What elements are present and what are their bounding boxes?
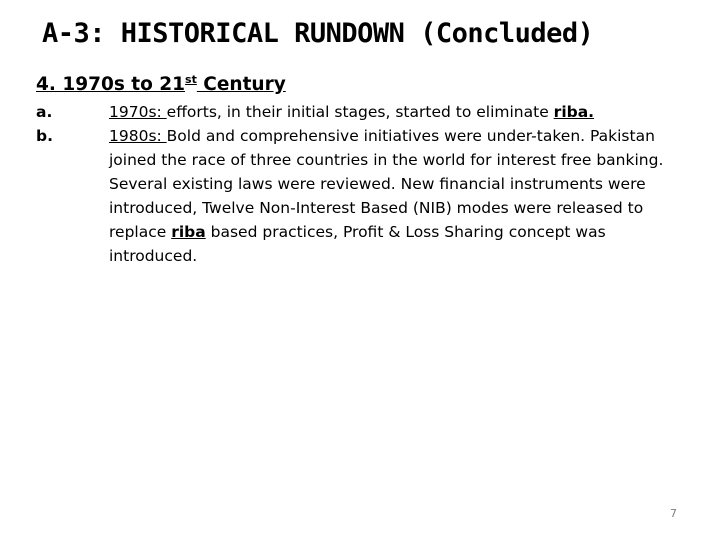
decade-label: 1970s: [109,103,167,121]
page-number: 7 [670,507,677,520]
keyword-riba: riba. [553,103,595,121]
item-text: efforts, in their initial stages, started to eliminate [166,103,554,121]
section-heading-end: Century [196,74,286,95]
list-item [36,100,686,124]
list-item-body [109,100,689,124]
list-marker: a. [36,103,53,121]
item-text: Bold and comprehensive initiatives were under-taken. Pakistan joined the race of three countries in the world for interest free banking. Several existing laws were reviewed. New financial instruments were introduced, Twelve Non-Interest Based (NIB) modes were released to replace [109,127,664,241]
section-heading-superscript: st [185,73,197,86]
section-heading [36,74,286,95]
item-tail: based practices, Profit & Loss Sharing concept was introduced. [109,223,606,265]
list-item-body [109,124,689,268]
timeline-list [36,100,686,268]
list-marker: b. [36,127,53,145]
section-heading-text: 4. 1970s to 21 [36,74,186,95]
keyword-riba: riba [171,223,206,241]
slide-title: A-3: HISTORICAL RUNDOWN (Concluded) [42,18,594,49]
decade-label: 1980s: [109,127,167,145]
list-item [36,124,686,268]
